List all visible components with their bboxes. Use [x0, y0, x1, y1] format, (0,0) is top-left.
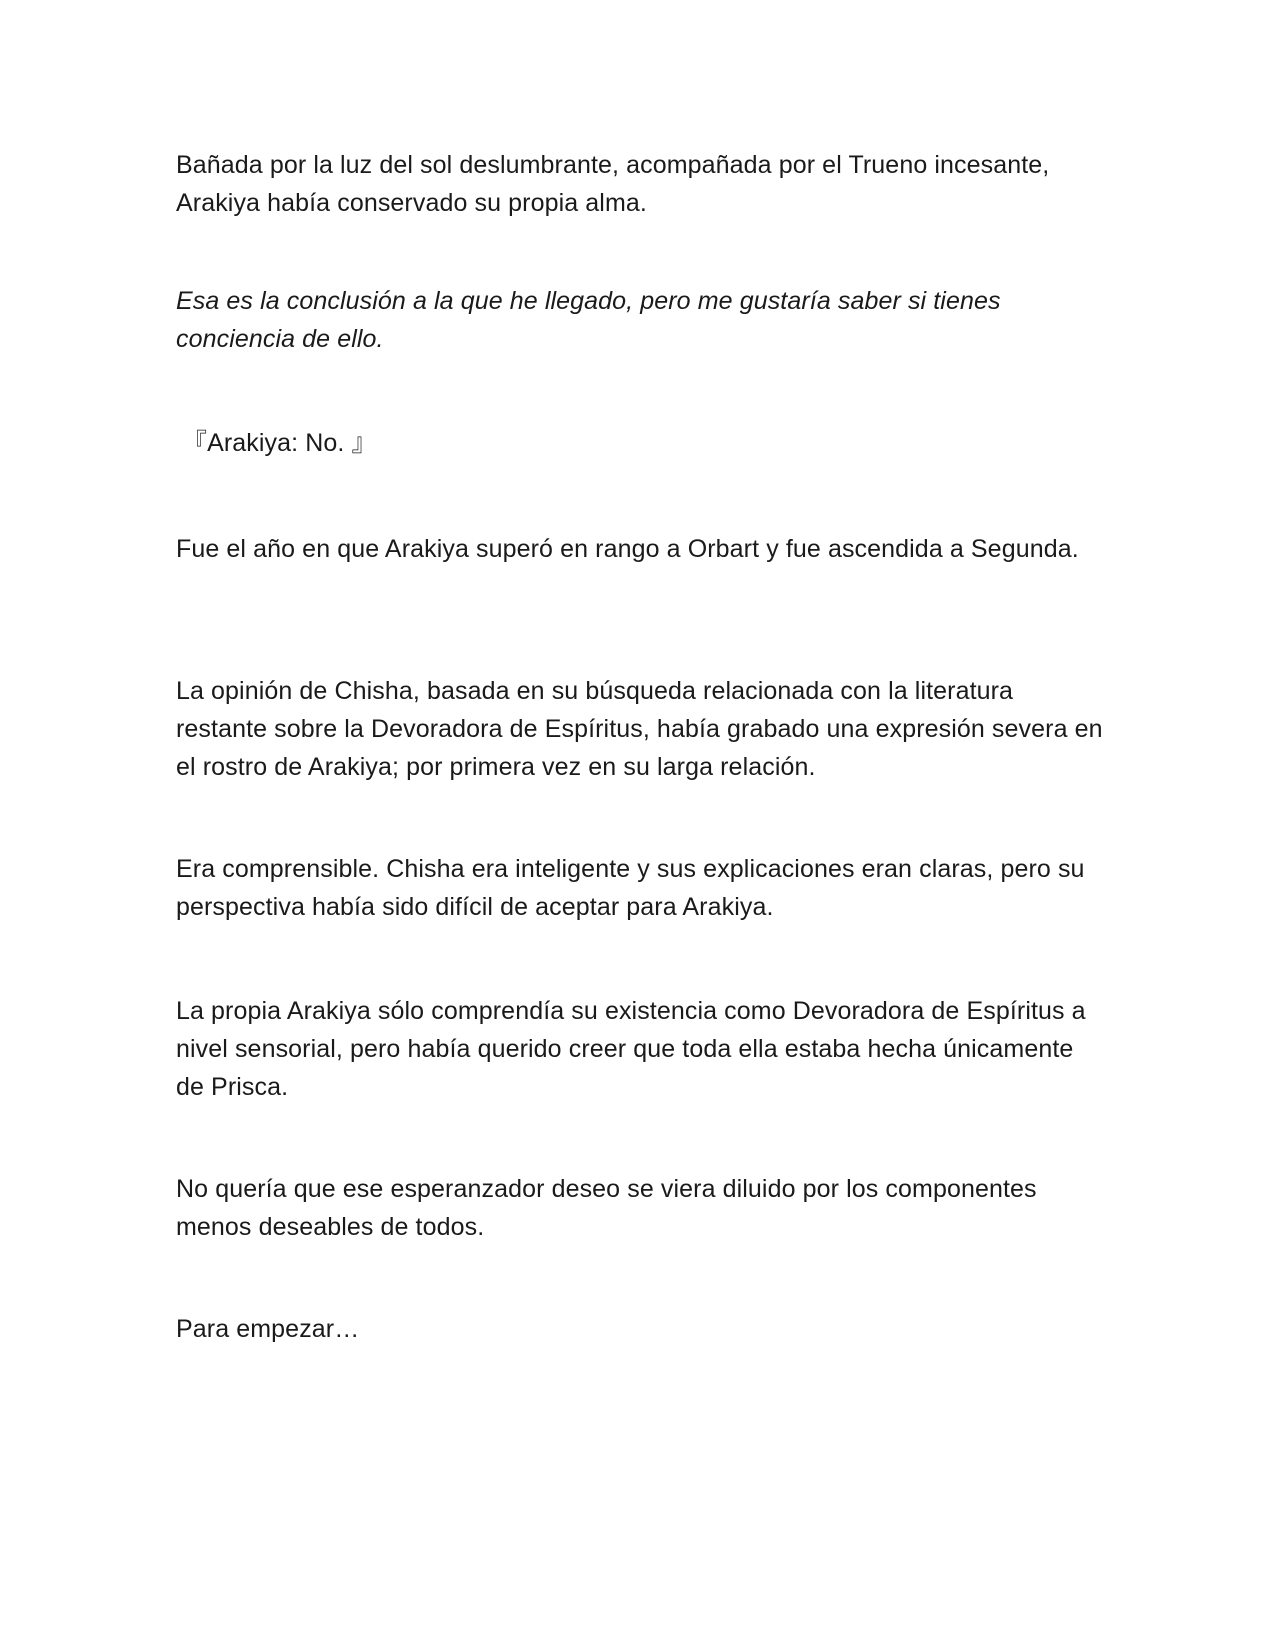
paragraph-8: No quería que ese esperanzador deseo se viera diluido por los componentes menos deseables de todos.	[176, 1175, 1037, 1241]
paragraph-1: Bañada por la luz del sol deslumbrante, acompañada por el Trueno incesante, Arakiya había conservado su propia alma.	[176, 151, 1050, 217]
paragraph-2-italic: Esa es la conclusión a la que he llegado, pero me gustaría saber si tienes conciencia de ello.	[176, 287, 1001, 353]
paragraph-9: Para empezar…	[176, 1315, 360, 1343]
paragraph-4: Fue el año en que Arakiya superó en rango a Orbart y fue ascendida a Segunda.	[176, 535, 1079, 563]
paragraph-7: La propia Arakiya sólo comprendía su existencia como Devoradora de Espíritus a nivel sensorial, pero había querido creer que toda ella estaba hecha únicamente de Prisca.	[176, 997, 1086, 1101]
paragraph-6: Era comprensible. Chisha era inteligente y sus explicaciones eran claras, pero su perspectiva había sido difícil de aceptar para Arakiya.	[176, 855, 1085, 921]
paragraph-5: La opinión de Chisha, basada en su búsqueda relacionada con la literatura restante sobre la Devoradora de Espíritus, había grabado una expresión severa en el rostro de Arakiya; por primera vez en su larga relación.	[176, 677, 1103, 781]
dialogue-line: 『Arakiya: No. 』	[182, 429, 377, 457]
